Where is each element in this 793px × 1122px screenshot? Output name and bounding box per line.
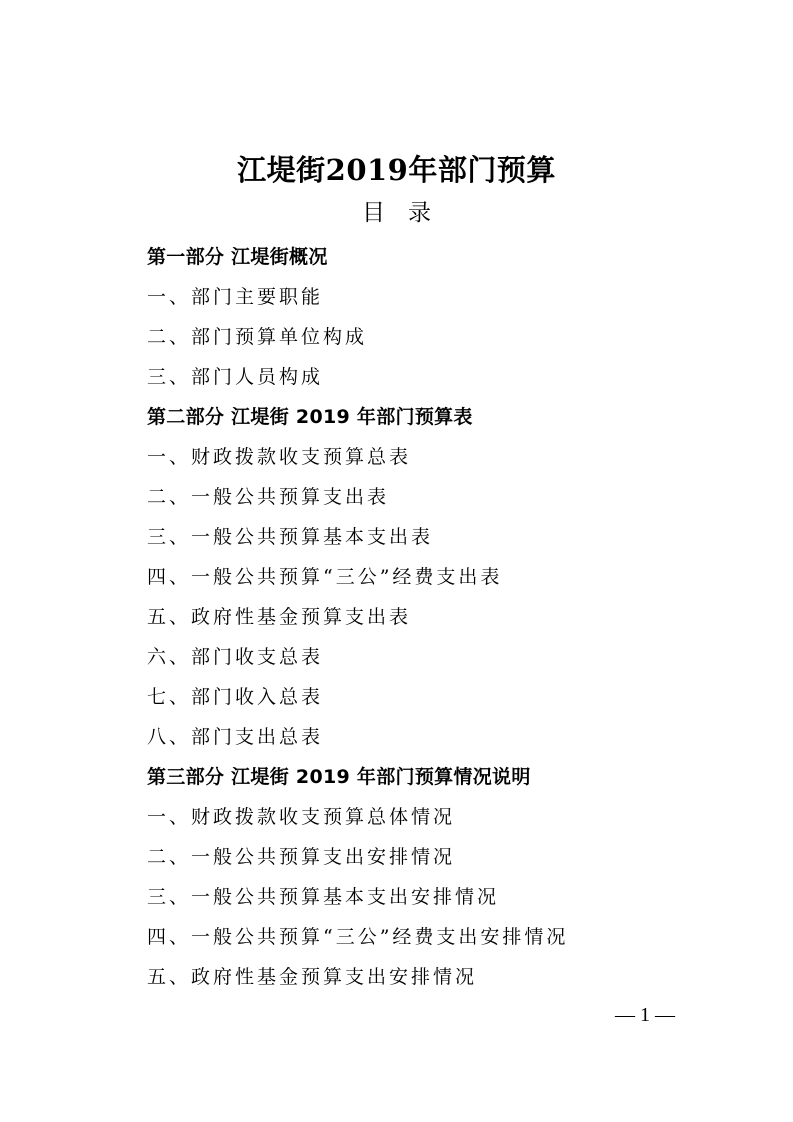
toc-item: 三、一般公共预算基本支出安排情况 — [147, 886, 500, 908]
toc-section: 第三部分 江堤街 2019 年部门预算情况说明 — [147, 766, 531, 788]
toc-item: 四、一般公共预算“三公”经费支出安排情况 — [147, 926, 569, 948]
toc-item: 二、部门预算单位构成 — [147, 326, 368, 348]
document-title: 江堤街2019年部门预算 — [237, 153, 556, 187]
toc-heading: 目 录 — [362, 200, 431, 226]
toc-item: 八、部门支出总表 — [147, 726, 324, 748]
toc-item: 一、财政拨款收支预算总表 — [147, 446, 412, 468]
toc-item: 五、政府性基金预算支出安排情况 — [147, 966, 478, 988]
toc-item: 一、财政拨款收支预算总体情况 — [147, 806, 456, 828]
toc-section: 第一部分 江堤街概况 — [147, 246, 328, 268]
toc-item: 四、一般公共预算“三公”经费支出表 — [147, 566, 503, 588]
toc-item: 五、政府性基金预算支出表 — [147, 606, 412, 628]
toc-item: 三、部门人员构成 — [147, 366, 324, 388]
toc-item: 七、部门收入总表 — [147, 686, 324, 708]
toc-item: 三、一般公共预算基本支出表 — [147, 526, 434, 548]
page-number: — 1 — — [615, 1004, 675, 1026]
toc-item: 二、一般公共预算支出安排情况 — [147, 846, 456, 868]
toc-item: 六、部门收支总表 — [147, 646, 324, 668]
table-of-contents — [147, 237, 707, 997]
toc-item: 一、部门主要职能 — [147, 286, 324, 308]
toc-item: 二、一般公共预算支出表 — [147, 486, 390, 508]
toc-section: 第二部分 江堤街 2019 年部门预算表 — [147, 406, 473, 428]
